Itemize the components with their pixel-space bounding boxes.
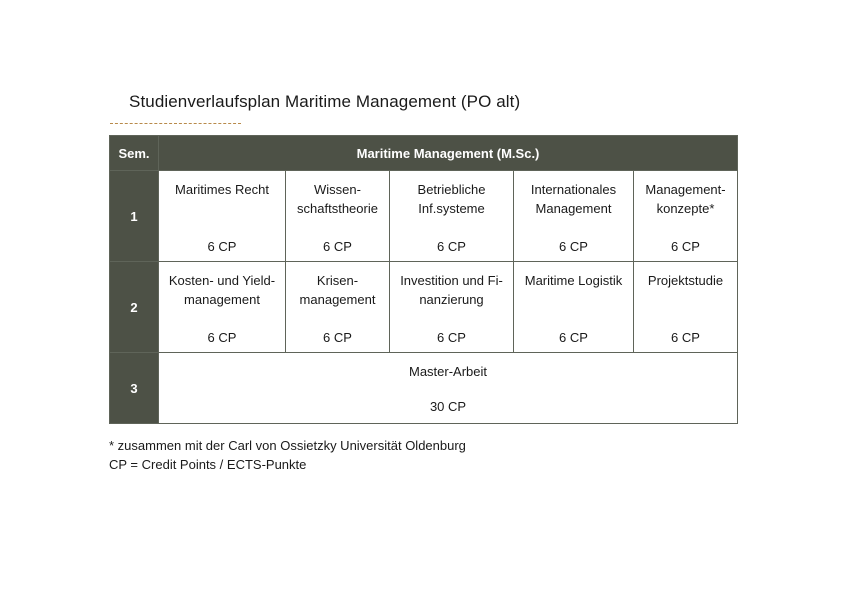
module-name-cont: schaftstheorie (297, 201, 378, 216)
module-name: Wissen- (314, 182, 361, 197)
module-cell (286, 262, 390, 353)
module-name-cont: nanzierung (419, 292, 484, 307)
page-title: Studienverlaufsplan Maritime Management (PO alt) (129, 92, 521, 111)
module-credits: 6 CP (559, 330, 588, 345)
module-credits: 6 CP (437, 330, 466, 345)
module-name: Krisen- (316, 273, 359, 288)
module-name: Kosten- und Yield- (168, 273, 276, 288)
module-name: Management- (645, 182, 726, 197)
module-name: Investition und Fi- (400, 273, 503, 288)
module-credits: 6 CP (559, 239, 588, 254)
module-name: Maritimes Recht (175, 182, 269, 197)
table-row (110, 353, 738, 424)
table-header-row (110, 136, 738, 171)
module-name: Betriebliche (417, 182, 486, 197)
title-divider (110, 123, 241, 124)
module-name-cont: Management (535, 201, 612, 216)
module-name-cont: konzepte* (656, 201, 715, 216)
module-cell (514, 262, 634, 353)
module-cell (390, 262, 514, 353)
footnotes (109, 436, 466, 474)
footnote-cp: CP = Credit Points / ECTS-Punkte (109, 457, 307, 472)
semester-number: 1 (110, 171, 159, 262)
module-name: Maritime Logistik (524, 273, 623, 288)
module-credits: 6 CP (671, 239, 700, 254)
module-name: Internationales (530, 182, 617, 197)
semester-column-header: Sem. (110, 136, 159, 171)
table-row (110, 171, 738, 262)
module-name-cont: Inf.systeme (418, 201, 485, 216)
module-credits: 6 CP (323, 239, 352, 254)
module-cell (286, 171, 390, 262)
footnote-partner: * zusammen mit der Carl von Ossietzky Universität Oldenburg (109, 438, 466, 453)
module-credits: 6 CP (207, 330, 237, 345)
module-name-cont: management (299, 292, 376, 307)
semester-number: 2 (110, 262, 159, 353)
module-name: Master-Arbeit (408, 364, 488, 379)
module-cell (159, 353, 738, 424)
semester-number: 3 (110, 353, 159, 424)
module-credits: 6 CP (437, 239, 466, 254)
module-cell (514, 171, 634, 262)
module-name: Projektstudie (647, 273, 724, 288)
module-cell (159, 262, 286, 353)
module-cell (634, 171, 738, 262)
study-plan-table (109, 135, 738, 424)
module-credits: 30 CP (429, 399, 467, 414)
module-cell (634, 262, 738, 353)
module-credits: 6 CP (323, 330, 352, 345)
module-name-cont: management (184, 292, 260, 307)
module-cell (390, 171, 514, 262)
module-cell (159, 171, 286, 262)
table-row (110, 262, 738, 353)
program-header: Maritime Management (M.Sc.) (159, 136, 738, 171)
module-credits: 6 CP (207, 239, 237, 254)
module-credits: 6 CP (671, 330, 700, 345)
